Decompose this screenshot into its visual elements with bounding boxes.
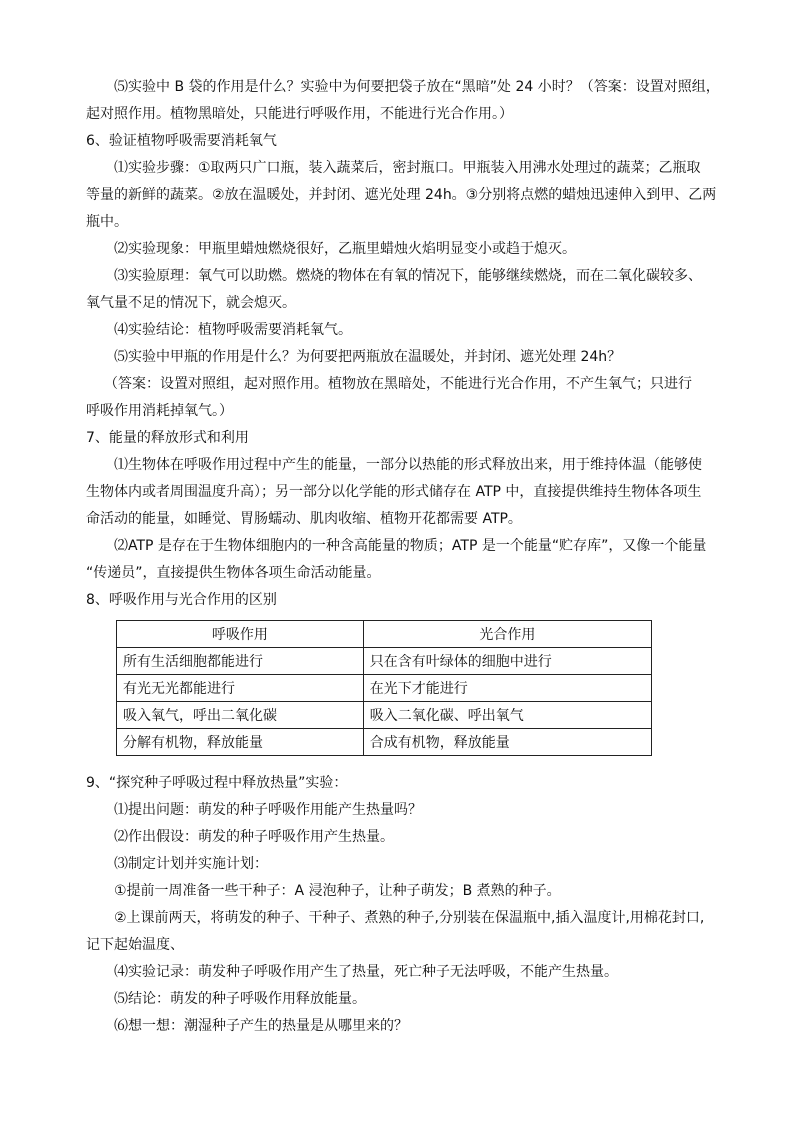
paragraph: ①提前一周准备一些干种子：A 浸泡种子，让种子萌发；B 煮熟的种子。 <box>114 883 561 899</box>
paragraph: “传递员”，直接提供生物体各项生命活动能量。 <box>86 565 381 581</box>
paragraph: ⑷实验结论：植物呼吸需要消耗氧气。 <box>114 322 352 338</box>
section-heading-6: 6、验证植物呼吸需要消耗氧气 <box>86 133 277 149</box>
table-cell: 在光下才能进行 <box>363 675 651 702</box>
paragraph: 命活动的能量，如睡觉、胃肠蠕动、肌肉收缩、植物开花都需要 ATP。 <box>86 511 522 527</box>
table-row <box>117 702 652 729</box>
table-cell: 有光无光都能进行 <box>117 675 364 702</box>
paragraph: ⑶制定计划并实施计划： <box>114 856 268 872</box>
paragraph: ⑶实验原理：氧气可以助燃。燃烧的物体在有氧的情况下，能够继续燃烧，而在二氧化碳较多、 <box>114 268 702 284</box>
paragraph: ⑵ATP 是存在于生物体细胞内的一种含高能量的物质；ATP 是一个能量“贮存库”，又像一个能量 <box>114 538 707 554</box>
table-row <box>117 648 652 675</box>
table-header-row <box>117 621 652 648</box>
table-cell: 吸入氧气，呼出二氧化碳 <box>117 702 364 729</box>
paragraph: ⑸实验中 B 袋的作用是什么？实验中为何要把袋子放在“黑暗”处 24 小时？（答案：设置对照组， <box>114 79 720 95</box>
table-header-cell: 呼吸作用 <box>117 621 364 648</box>
paragraph: 记下起始温度、 <box>86 937 184 953</box>
paragraph: 等量的新鲜的蔬菜。②放在温暖处，并封闭、遮光处理 24h。③分别将点燃的蜡烛迅速伸入到甲、乙两 <box>86 187 717 203</box>
paragraph: 起对照作用。植物黑暗处，只能进行呼吸作用，不能进行光合作用。） <box>86 106 513 122</box>
paragraph: ⑵作出假设：萌发的种子呼吸作用产生热量。 <box>114 829 394 845</box>
table-cell: 所有生活细胞都能进行 <box>117 648 364 675</box>
table-cell: 只在含有叶绿体的细胞中进行 <box>363 648 651 675</box>
paragraph: 生物体内或者周围温度升高）；另一部分以化学能的形式储存在 ATP 中，直接提供维持生物体各项生 <box>86 484 702 500</box>
paragraph: ⑹想一想：潮湿种子产生的热量是从哪里来的？ <box>114 1018 408 1034</box>
paragraph: ⑸实验中甲瓶的作用是什么？为何要把两瓶放在温暖处，并封闭、遮光处理 24h？ <box>114 349 622 365</box>
paragraph: ⑷实验记录：萌发种子呼吸作用产生了热量，死亡种子无法呼吸，不能产生热量。 <box>114 964 618 980</box>
paragraph: 瓶中。 <box>86 214 128 230</box>
paragraph: ⑸结论：萌发的种子呼吸作用释放能量。 <box>114 991 366 1007</box>
table-row <box>117 729 652 756</box>
paragraph: （答案：设置对照组，起对照作用。植物放在黑暗处，不能进行光合作用，不产生氧气；只进行 <box>104 376 692 392</box>
paragraph: 呼吸作用消耗掉氧气。） <box>86 403 233 419</box>
table-row <box>117 675 652 702</box>
table-cell: 合成有机物，释放能量 <box>363 729 651 756</box>
section-heading-7: 7、能量的释放形式和利用 <box>86 430 249 446</box>
paragraph: ⑴提出问题：萌发的种子呼吸作用能产生热量吗？ <box>114 802 422 818</box>
comparison-table <box>116 620 652 756</box>
table-cell: 吸入二氧化碳、呼出氧气 <box>363 702 651 729</box>
paragraph: 氧气量不足的情况下，就会熄灭。 <box>86 295 296 311</box>
section-heading-9: 9、“探究种子呼吸过程中释放热量”实验： <box>86 775 348 791</box>
paragraph: ②上课前两天，将萌发的种子、干种子、煮熟的种子,分别装在保温瓶中,插入温度计,用棉花封口, <box>114 910 705 926</box>
paragraph: ⑵实验现象：甲瓶里蜡烛燃烧很好，乙瓶里蜡烛火焰明显变小或趋于熄灭。 <box>114 241 576 257</box>
paragraph: ⑴实验步骤：①取两只广口瓶，装入蔬菜后，密封瓶口。甲瓶装入用沸水处理过的蔬菜；乙瓶取 <box>114 160 701 176</box>
paragraph: ⑴生物体在呼吸作用过程中产生的能量，一部分以热能的形式释放出来，用于维持体温（能够使 <box>114 457 702 473</box>
table-header-cell: 光合作用 <box>363 621 651 648</box>
document-body <box>86 74 722 1040</box>
section-heading-8: 8、呼吸作用与光合作用的区别 <box>86 592 277 608</box>
table-cell: 分解有机物，释放能量 <box>117 729 364 756</box>
